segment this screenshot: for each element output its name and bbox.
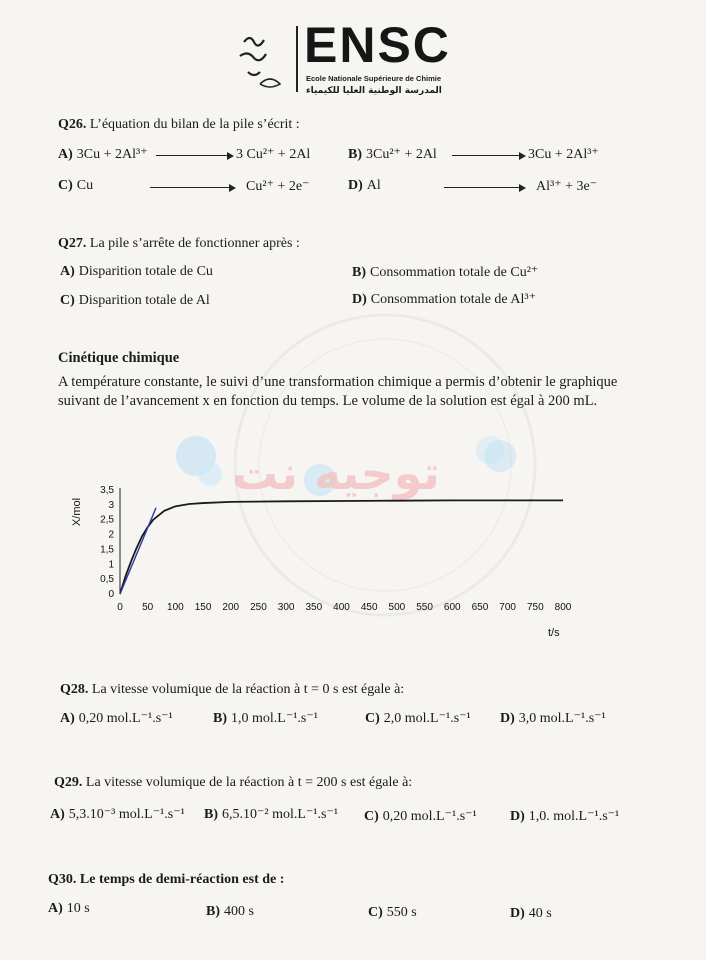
logo-school-name-ar: المدرسة الوطنية العليا للكيمياء (306, 86, 442, 96)
chart-x-axis-label: t/s (548, 627, 560, 639)
reaction-arrow-icon (452, 155, 524, 156)
chart-x-tick-label: 300 (277, 602, 295, 613)
q26-number: Q26. (58, 117, 87, 132)
q28-option-d[interactable] (500, 710, 606, 727)
q26-text: L’équation du bilan de la pile s’écrit : (89, 117, 300, 132)
q28-option-b[interactable] (213, 710, 318, 727)
option-letter: C) (365, 711, 380, 726)
option-text: Consommation totale de Cu²⁺ (370, 265, 539, 280)
option-letter: B) (348, 147, 362, 162)
q29-number: Q29. (54, 775, 83, 790)
option-letter: A) (60, 711, 75, 726)
q26-option-d-right: Al³⁺ + 3e⁻ (536, 179, 598, 194)
option-letter: A) (48, 901, 63, 916)
option-letter: D) (510, 809, 525, 824)
chart-y-tick-label: 1 (108, 559, 114, 571)
watermark-text: توجيه نت (232, 446, 440, 500)
q30-question (48, 872, 284, 888)
chart-series-line (120, 500, 563, 594)
chart-x-tick-label: 600 (443, 602, 461, 613)
chart-x-tick-label: 450 (360, 602, 378, 613)
chart-y-tick-label: 3,5 (100, 485, 114, 496)
logo-ensc: ENSC (304, 17, 451, 73)
option-letter: D) (500, 711, 515, 726)
option-letter: B) (352, 265, 366, 280)
q27-option-a[interactable] (60, 264, 213, 280)
q29-text: La vitesse volumique de la réaction à t = 200 s est égale à: (85, 775, 413, 790)
option-text: 550 s (386, 905, 417, 920)
option-text: Consommation totale de Al³⁺ (370, 292, 536, 307)
reaction-arrow-icon (444, 187, 524, 188)
option-letter: C) (364, 809, 379, 824)
option-letter: D) (352, 292, 367, 307)
chart-x-tick-label: 250 (250, 602, 267, 613)
option-text: 2,0 mol.L⁻¹.s⁻¹ (383, 711, 471, 726)
q28-text: La vitesse volumique de la réaction à t = 0 s est égale à: (91, 682, 405, 697)
option-letter: D) (510, 906, 525, 921)
q29-option-d[interactable] (510, 808, 619, 825)
q26-option-a[interactable] (58, 146, 148, 163)
chart-x-tick-label: 650 (471, 602, 489, 613)
chart-tangent-line (120, 508, 156, 594)
q29-option-c[interactable] (364, 808, 477, 825)
q27-question (58, 236, 300, 252)
advancement-chart (58, 476, 678, 646)
chart-x-tick-label: 200 (222, 602, 240, 613)
q29-option-a[interactable] (50, 806, 185, 823)
q28-question (60, 682, 404, 698)
option-letter: D) (348, 178, 363, 193)
chart-y-tick-label: 1,5 (100, 544, 114, 556)
chart-y-axis-label: X/mol (71, 497, 83, 527)
chart-y-tick-label: 2 (108, 529, 114, 541)
q30-option-b[interactable] (206, 904, 254, 920)
option-left: Cu (76, 178, 94, 193)
kinetics-paragraph: A température constante, le suivi d’une transformation chimique a permis d’obtenir le graphique suivant de l’avancement x en fonction du temps. Le volume de la solution est égal à 200 mL. (58, 374, 618, 409)
chart-x-tick-label: 500 (388, 602, 406, 613)
option-text: Disparition totale de Cu (78, 264, 213, 279)
chart-x-tick-label: 0 (117, 602, 123, 613)
reaction-arrow-icon (156, 155, 232, 156)
option-letter: A) (50, 807, 65, 822)
q30-option-c[interactable] (368, 905, 417, 921)
signature-emblem (230, 12, 300, 102)
chart-y-tick-label: 0,5 (100, 574, 114, 586)
chart-x-tick-label: 50 (142, 602, 154, 613)
option-letter: B) (213, 711, 227, 726)
option-text: Disparition totale de Al (78, 293, 210, 308)
option-text: 5,3.10⁻³ mol.L⁻¹.s⁻¹ (68, 807, 185, 822)
option-text: 10 s (66, 901, 90, 916)
q26-option-c-right: Cu²⁺ + 2e⁻ (246, 179, 310, 194)
chart-y-tick-label: 3 (108, 499, 114, 511)
option-left: 3Cu²⁺ + 2Al (366, 147, 437, 162)
option-letter: B) (204, 807, 218, 822)
q26-option-c[interactable] (58, 178, 93, 194)
q29-question (54, 775, 412, 791)
option-letter: C) (60, 293, 75, 308)
option-letter: C) (368, 905, 383, 920)
chart-y-tick-label: 2,5 (100, 514, 114, 526)
q30-option-a[interactable] (48, 901, 90, 917)
chart-x-tick-label: 700 (499, 602, 516, 613)
chart-y-tick-label: 0 (108, 589, 114, 600)
q27-option-b[interactable] (352, 264, 538, 281)
option-text: 6,5.10⁻² mol.L⁻¹.s⁻¹ (222, 807, 339, 822)
option-letter: B) (206, 904, 220, 919)
chart-x-tick-label: 350 (305, 602, 323, 613)
option-text: 0,20 mol.L⁻¹.s⁻¹ (382, 809, 477, 824)
header-logo (230, 12, 450, 102)
q27-text: La pile s’arrête de fonctionner après : (89, 236, 300, 251)
q30-option-d[interactable] (510, 906, 552, 922)
chart-x-tick-label: 550 (416, 602, 433, 613)
option-text: 400 s (224, 904, 254, 919)
option-text: 1,0 mol.L⁻¹.s⁻¹ (231, 711, 318, 726)
q26-question (58, 117, 300, 133)
reaction-arrow-icon (150, 187, 234, 188)
option-letter: A) (58, 147, 73, 162)
q27-number: Q27. (58, 236, 87, 251)
q26-option-b-right: 3Cu + 2Al³⁺ (528, 147, 599, 162)
option-letter: C) (58, 178, 73, 193)
q28-option-c[interactable] (365, 710, 471, 727)
option-text: 3,0 mol.L⁻¹.s⁻¹ (518, 711, 606, 726)
q30-number: Q30. (48, 872, 77, 887)
logo-school-name: Ecole Nationale Supérieure de Chimie (306, 74, 442, 83)
chart-x-tick-label: 800 (554, 602, 572, 613)
chart-x-tick-label: 150 (194, 602, 212, 613)
q28-option-a[interactable] (60, 710, 173, 727)
section-title: Cinétique chimique (58, 350, 180, 366)
q29-option-b[interactable] (204, 806, 338, 823)
option-text: 40 s (528, 906, 552, 921)
option-left: Al (366, 178, 381, 193)
chart-x-tick-label: 750 (526, 602, 544, 613)
option-left: 3Cu + 2Al³⁺ (76, 147, 148, 162)
q26-option-a-right: 3 Cu²⁺ + 2Al (236, 147, 311, 162)
q30-text: Le temps de demi-réaction est de : (79, 872, 285, 887)
chart-x-tick-label: 100 (167, 602, 184, 613)
option-letter: A) (60, 264, 75, 279)
q27-option-c[interactable] (60, 293, 210, 309)
option-text: 0,20 mol.L⁻¹.s⁻¹ (78, 711, 173, 726)
q28-number: Q28. (60, 682, 89, 697)
chart-x-tick-label: 400 (333, 602, 350, 613)
q26-option-d[interactable] (348, 178, 381, 194)
option-text: 1,0. mol.L⁻¹.s⁻¹ (528, 809, 620, 824)
q26-option-b[interactable] (348, 146, 437, 163)
